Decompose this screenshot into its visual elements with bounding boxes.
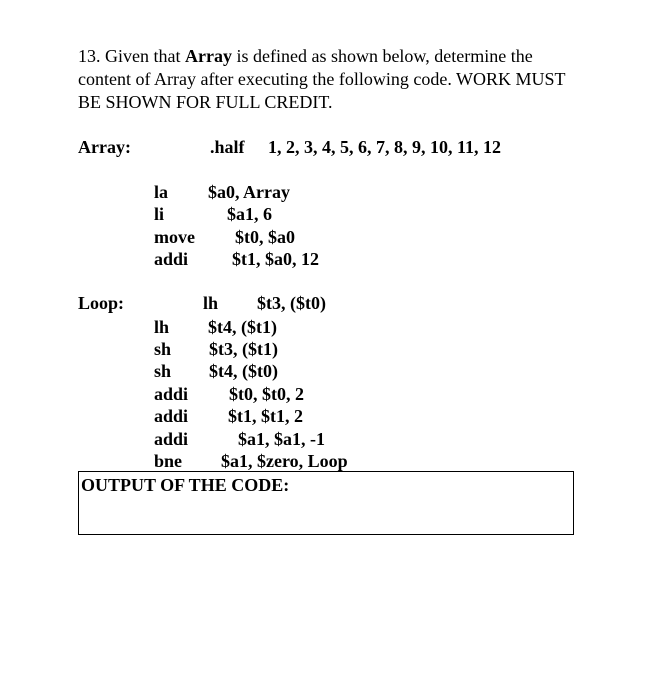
init-op: li (154, 204, 165, 224)
loop-args: $a1, $a1, -1 (238, 429, 325, 449)
loop-first-args: $t3, ($t0) (257, 293, 326, 313)
loop-args: $t4, ($t1) (208, 317, 277, 337)
loop-op: addi (154, 406, 189, 426)
loop-args: $t3, ($t1) (209, 339, 278, 359)
init-args: $a1, 6 (227, 204, 272, 224)
init-args: $t1, $a0, 12 (232, 249, 319, 269)
loop-args: $t1, $t1, 2 (228, 406, 303, 426)
array-directive: .half (210, 137, 245, 157)
array-values: 1, 2, 3, 4, 5, 6, 7, 8, 9, 10, 11, 12 (268, 137, 502, 157)
loop-label: Loop: (78, 293, 125, 313)
question-rest: is defined as shown below, determine the content of Array after executing the following code. WORK MUST BE SHOWN FOR FULL CREDIT. (78, 46, 566, 112)
question-intro: Given that (105, 46, 181, 66)
loop-op: addi (154, 429, 189, 449)
init-op: addi (154, 249, 189, 269)
array-label: Array: (78, 137, 131, 157)
array-name: Array (184, 46, 232, 66)
loop-args: $t0, $t0, 2 (229, 384, 304, 404)
output-label: OUTPUT OF THE CODE: (81, 475, 290, 495)
init-args: $t0, $a0 (235, 227, 295, 247)
init-op: la (154, 182, 169, 202)
loop-op: addi (154, 384, 189, 404)
question-paragraph (78, 45, 578, 114)
question-number: 13. (78, 46, 101, 66)
output-answer-box[interactable] (78, 471, 574, 535)
loop-op: bne (154, 451, 183, 471)
loop-args: $t4, ($t0) (209, 361, 278, 381)
loop-first-op: lh (203, 293, 219, 313)
loop-op: sh (154, 361, 172, 381)
question-text (78, 45, 578, 114)
loop-args: $a1, $zero, Loop (221, 451, 348, 471)
loop-op: sh (154, 339, 172, 359)
init-args: $a0, Array (208, 182, 290, 202)
init-op: move (154, 227, 195, 247)
loop-op: lh (154, 317, 170, 337)
